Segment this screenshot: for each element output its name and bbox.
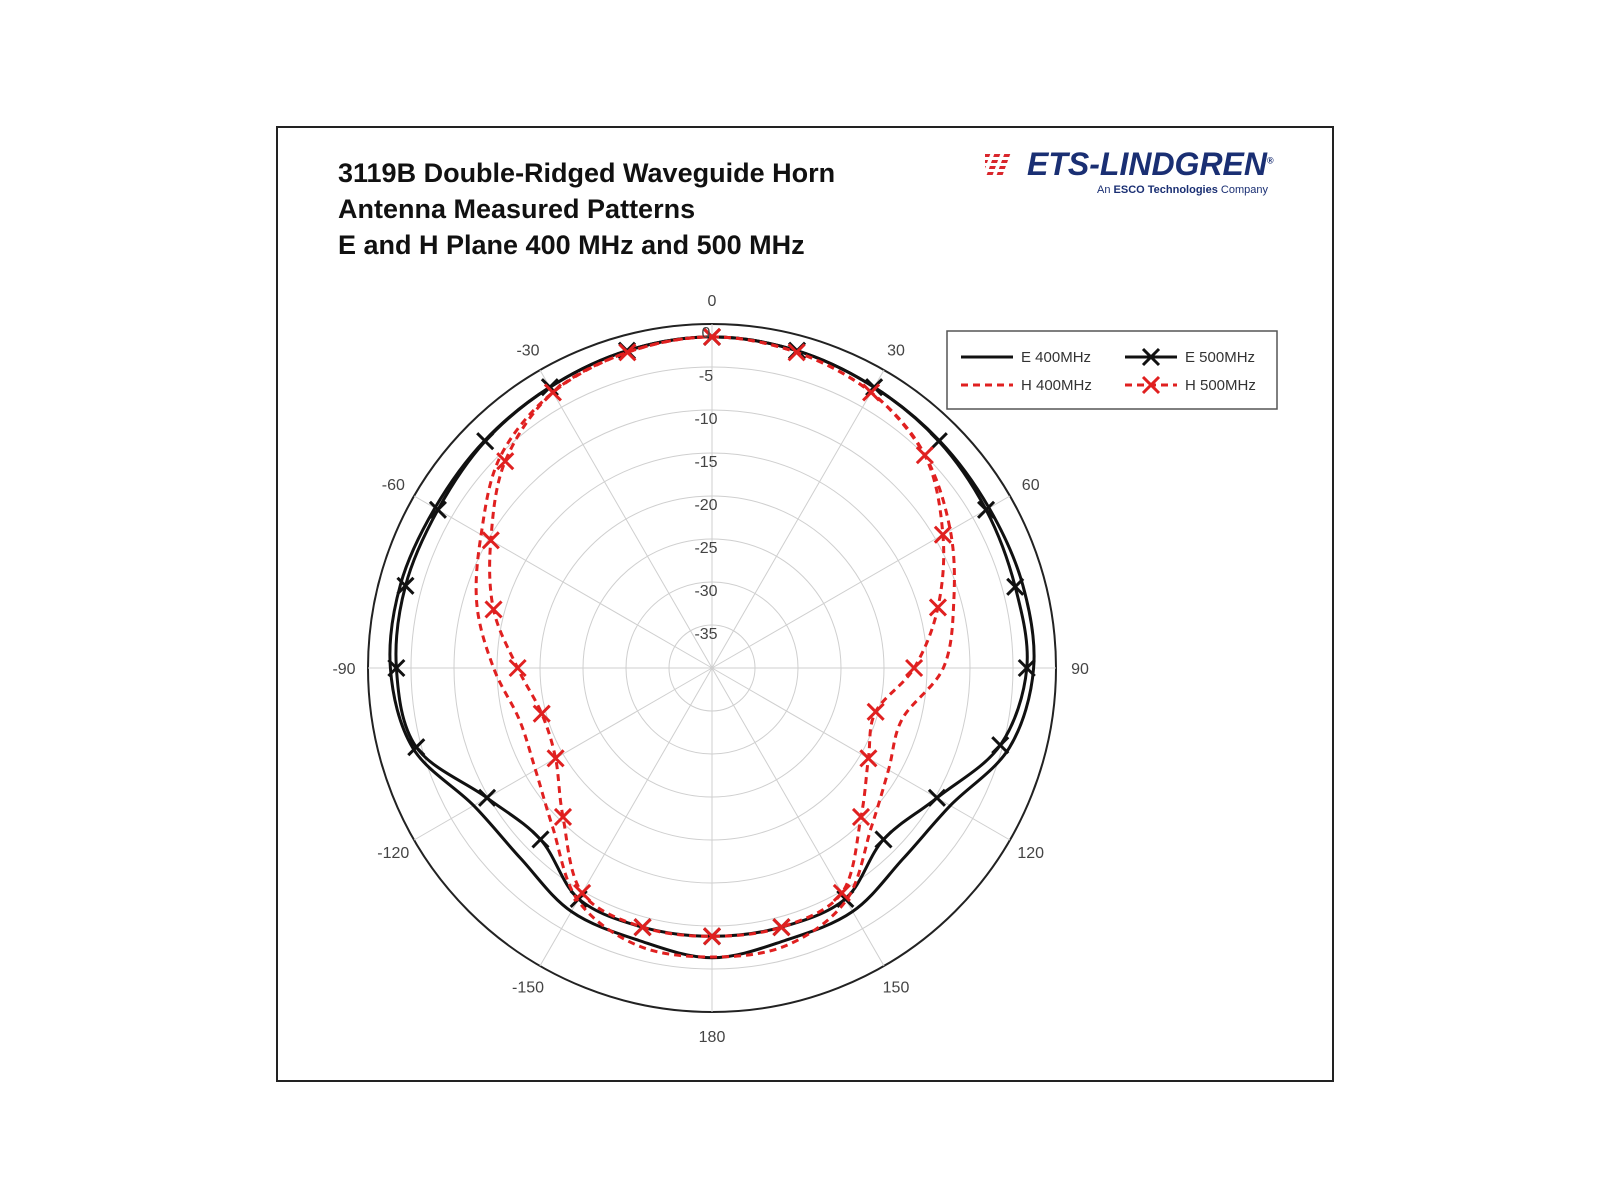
angle-tick-label: 150: [882, 979, 910, 997]
angle-tick-label: 180: [698, 1029, 726, 1046]
data-point-h-500mhz: [930, 599, 946, 615]
legend: [947, 331, 1277, 409]
data-point-h-500mhz: [860, 750, 876, 766]
legend-label-h-400mhz: H 400MHz: [1021, 377, 1092, 394]
grid-spoke: [712, 370, 884, 668]
data-point-h-500mhz: [917, 447, 933, 463]
angle-tick-label: 0: [707, 293, 717, 310]
angle-tick-label: 60: [1021, 477, 1040, 494]
logo-tagline: An ESCO Technologies Company: [1097, 184, 1268, 196]
angle-tick-label: -90: [332, 661, 356, 678]
data-point-e-500mhz: [929, 790, 945, 806]
radial-tick-label: -20: [694, 497, 718, 514]
angle-tick-label: -60: [381, 477, 405, 494]
data-point-e-500mhz: [533, 831, 549, 847]
angle-tick-label: 90: [1071, 661, 1089, 678]
data-point-h-500mhz: [534, 706, 550, 722]
angle-tick-label: -30: [516, 342, 540, 360]
title-line-1: 3119B Double-Ridged Waveguide Horn: [338, 158, 836, 188]
logo-wordmark: ETS-LINDGREN®: [1027, 146, 1274, 182]
data-point-e-500mhz: [866, 379, 882, 395]
radial-tick-label: 0: [701, 325, 711, 342]
grid-spoke: [414, 496, 712, 668]
radial-tick-label: -10: [694, 411, 718, 428]
title-line-3: E and H Plane 400 MHz and 500 MHz: [338, 230, 805, 260]
data-point-h-500mhz: [868, 704, 884, 720]
data-point-h-500mhz: [834, 885, 850, 901]
radial-tick-label: -35: [694, 626, 718, 643]
radial-tick-label: -25: [694, 540, 718, 557]
data-point-e-500mhz: [875, 831, 891, 847]
angle-tick-label: -120: [377, 845, 410, 862]
radial-tick-label: -5: [698, 368, 714, 385]
radial-tick-label: -15: [694, 454, 718, 471]
angle-tick-label: 120: [1017, 845, 1045, 862]
data-point-e-500mhz: [542, 379, 558, 395]
data-point-e-500mhz: [477, 433, 493, 449]
data-point-h-500mhz: [574, 885, 590, 901]
radial-tick-label: -30: [694, 583, 718, 600]
data-point-e-500mhz: [931, 433, 947, 449]
angle-tick-label: -150: [511, 979, 545, 997]
legend-label-e-500mhz: E 500MHz: [1185, 349, 1256, 366]
angle-tick-label: 30: [887, 342, 905, 360]
title-line-2: Antenna Measured Patterns: [338, 194, 696, 224]
data-point-h-500mhz: [486, 601, 502, 617]
legend-box: [947, 331, 1277, 409]
grid-spoke: [712, 496, 1010, 668]
legend-label-h-500mhz: H 500MHz: [1185, 377, 1256, 394]
data-point-e-500mhz: [992, 737, 1008, 753]
grid-spoke: [540, 370, 712, 668]
legend-label-e-400mhz: E 400MHz: [1021, 349, 1092, 366]
data-point-e-500mhz: [479, 790, 495, 806]
